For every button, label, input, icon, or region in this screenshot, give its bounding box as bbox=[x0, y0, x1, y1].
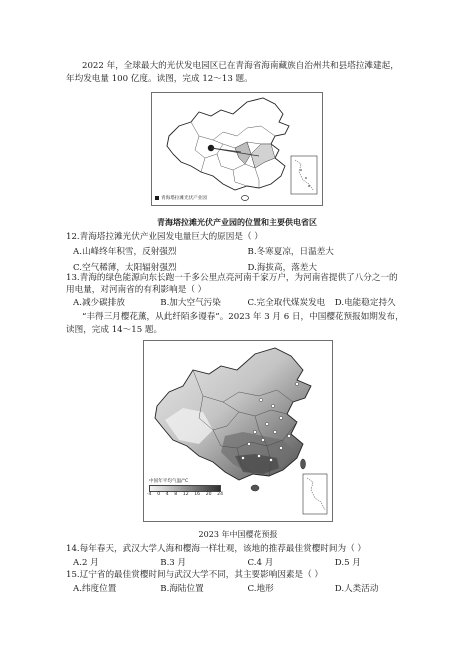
intro-passage-2-line-2: 读图，完成 14～15 题。 bbox=[66, 325, 163, 335]
intro-passage-2 bbox=[66, 311, 412, 337]
question-15-option-b[interactable]: B.海陆位置 bbox=[160, 584, 204, 594]
map1-legend-label: 青海塔拉滩光伏产业园 bbox=[161, 195, 207, 201]
question-15-option-d[interactable]: D.人类活动 bbox=[334, 584, 379, 594]
question-13-option-c[interactable]: C.完全取代煤炭发电 bbox=[247, 298, 326, 308]
question-12-option-b[interactable]: B.冬寒夏凉，日温差大 bbox=[247, 247, 334, 257]
question-13-stem-line-1: 13.青海的绿色能源向东长跑一千多公里点亮河南千家万户，为河南省提供了八分之一的 bbox=[66, 273, 398, 283]
cherry-blossom-forecast-map bbox=[143, 340, 333, 522]
question-12-option-d[interactable]: D.海拔高，落差大 bbox=[247, 263, 317, 273]
legend-tick: 8 bbox=[174, 492, 178, 497]
question-15-options bbox=[73, 583, 418, 595]
question-14-options bbox=[73, 557, 418, 569]
question-13-option-b[interactable]: B.加大空气污染 bbox=[160, 298, 221, 308]
question-12-option-c[interactable]: C.空气稀薄，太阳辐射强烈 bbox=[73, 263, 177, 273]
question-12-stem: 12.青海塔拉滩光伏产业园发电量巨大的原因是（ ） bbox=[66, 232, 263, 242]
map2-legend-ticks bbox=[147, 492, 223, 497]
question-13-option-a[interactable]: A.减少碳排放 bbox=[73, 298, 125, 308]
china-outline-map-svg bbox=[151, 92, 323, 206]
legend-tick: 4 bbox=[165, 492, 169, 497]
question-14-option-a[interactable]: A.2 月 bbox=[73, 558, 99, 568]
temperature-legend-bar bbox=[149, 485, 221, 492]
intro-passage-2-line-1: “丰得三月樱花薰，从此纤陌多谩春”。2023 年 3 月 6 日，中国樱花预报如期发布， bbox=[82, 312, 404, 322]
legend-tick: 16 bbox=[194, 492, 201, 497]
intro-passage-1-line-1: 2022 年，全球最大的光伏发电园区已在青海省海南藏族自治州共和县塔拉滩建起， bbox=[82, 61, 399, 71]
legend-tick: 0 bbox=[157, 492, 161, 497]
question-14-stem: 14.每年春天，武汉大学人海和樱海一样壮观，该地的推荐最佳赏樱时间为（ ） bbox=[66, 544, 366, 554]
intro-passage-1 bbox=[66, 60, 412, 86]
legend-tick: -4 bbox=[147, 492, 152, 497]
question-12-options bbox=[73, 246, 418, 274]
legend-tick: 24 bbox=[217, 492, 223, 497]
legend-tick: 12 bbox=[182, 492, 189, 497]
china-outline-map bbox=[151, 92, 323, 206]
intro-passage-1-line-2: 年均发电量 100 亿度。读图，完成 12～13 题。 bbox=[66, 74, 253, 84]
map1-caption: 青海塔拉滩光伏产业园的位置和主要供电省区 bbox=[157, 217, 317, 227]
question-13-stem-line-2: 用电量，对河南省的有利影响是（ ） bbox=[66, 285, 207, 295]
question-12-option-a[interactable]: A.山峰终年积雪，反射强烈 bbox=[73, 247, 177, 257]
legend-tick: 20 bbox=[205, 492, 212, 497]
question-15-option-a[interactable]: A.纬度位置 bbox=[73, 584, 117, 594]
question-13-options bbox=[73, 297, 418, 309]
question-15-option-c[interactable]: C.地形 bbox=[247, 584, 274, 594]
question-14-option-d[interactable]: D.5 月 bbox=[334, 558, 361, 568]
question-13-stem bbox=[66, 272, 412, 296]
question-14-option-b[interactable]: B.3 月 bbox=[160, 558, 187, 568]
question-14-option-c[interactable]: C.4 月 bbox=[247, 558, 274, 568]
map2-legend-title: 中国年平均气温/°C bbox=[149, 479, 189, 484]
question-13-option-d[interactable]: D.电能稳定持久 bbox=[334, 298, 396, 308]
question-15-stem: 15.辽宁省的最佳赏樱时间与武汉大学不同，其主要影响因素是（ ） bbox=[66, 570, 324, 580]
map2-caption: 2023 年中国樱花预报 bbox=[198, 530, 278, 539]
